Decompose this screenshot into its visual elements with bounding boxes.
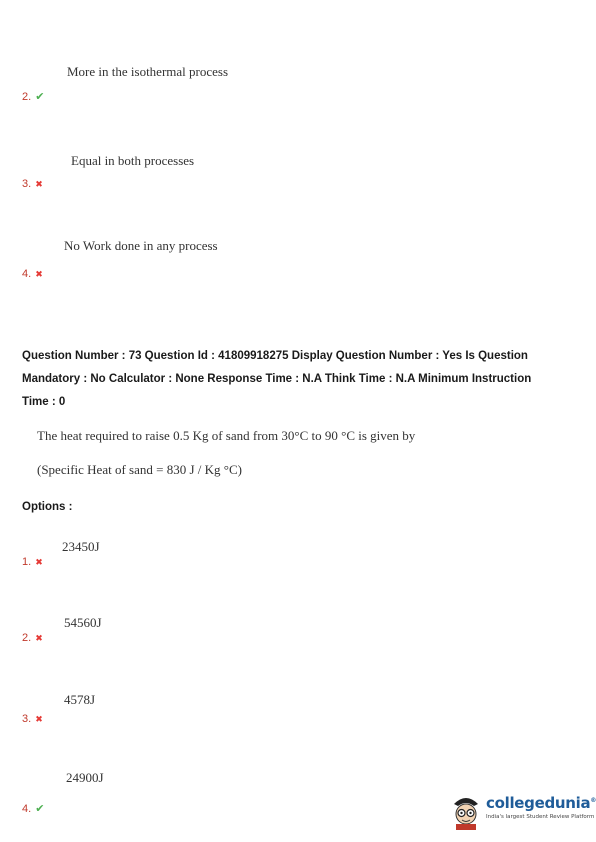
option-number [22,90,44,103]
wrong-cross-icon: ✖ [35,269,43,279]
logo-name: collegedunia [486,794,591,812]
option-number [22,713,43,725]
mascot-icon [448,792,484,830]
option-number [22,556,43,568]
option-number-label: 2. [22,91,32,103]
options-label: Options : [22,501,73,513]
option-number [22,802,44,815]
option-text: Equal in both processes [71,153,195,168]
option-text: 4578J [64,692,96,707]
option-number [22,632,43,644]
option-text: 23450J [62,539,100,554]
option-number-label: 1. [22,556,32,568]
correct-check-icon: ✔ [35,91,45,103]
wrong-cross-icon: ✖ [35,714,43,724]
option-text: 54560J [64,615,102,630]
option-number [22,178,43,190]
option-number-label: 2. [22,632,32,644]
question-meta [22,345,582,414]
collegedunia-logo [448,792,596,832]
question-meta-line: Mandatory : No Calculator : None Response Time : N.A Think Time : N.A Minimum Instruction [22,373,532,385]
question-meta-line: Time : 0 [22,396,66,408]
wrong-cross-icon: ✖ [35,557,43,567]
logo-tm: ® [590,797,596,804]
logo-tagline: India's largest Student Review Platform [486,814,595,820]
wrong-cross-icon: ✖ [35,633,43,643]
question-text: The heat required to raise 0.5 Kg of sand from 30°C to 90 °C is given by [37,428,416,443]
option-number-label: 4. [22,268,32,280]
option-text: No Work done in any process [64,238,218,253]
option-text: 24900J [66,770,104,785]
correct-check-icon: ✔ [35,803,45,815]
option-number-label: 3. [22,713,32,725]
question-meta-line: Question Number : 73 Question Id : 41809918275 Display Question Number : Yes Is Question [22,350,528,362]
option-number-label: 4. [22,803,32,815]
question-text: (Specific Heat of sand = 830 J / Kg °C) [37,462,242,477]
option-text: More in the isothermal process [67,64,229,79]
wrong-cross-icon: ✖ [35,179,43,189]
option-number-label: 3. [22,178,32,190]
option-number [22,268,43,280]
